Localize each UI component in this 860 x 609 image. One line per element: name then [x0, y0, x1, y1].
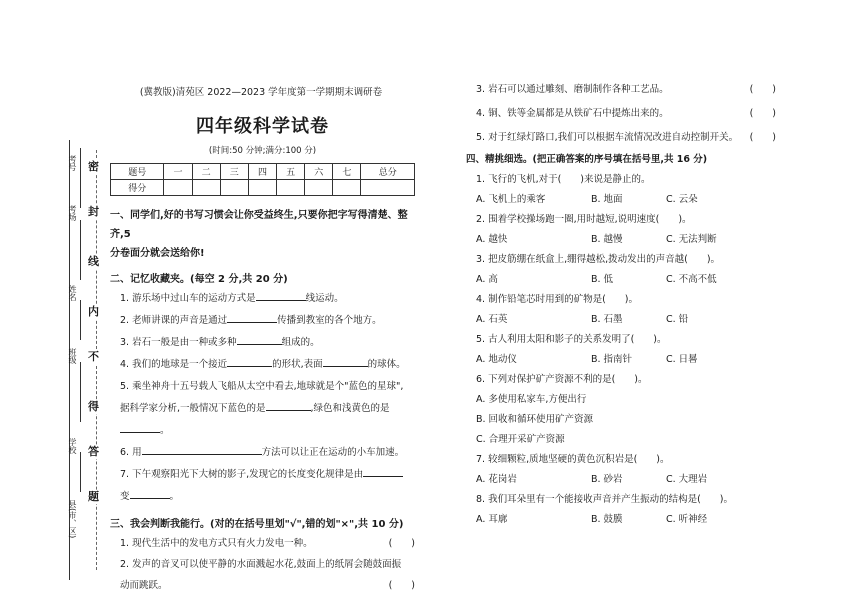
question-text: 的球体。: [367, 359, 406, 370]
score-cell[interactable]: [192, 180, 220, 196]
multiple-choice-list: [466, 170, 776, 370]
question-text: 3. 岩石一般是由一种或多种: [120, 337, 237, 348]
table-cell: 三: [220, 164, 248, 180]
option-b[interactable]: B. 鼓膜: [591, 514, 623, 525]
option-c[interactable]: C. 大理岩: [666, 474, 708, 485]
answer-blank[interactable]: [237, 332, 282, 345]
question-3-2: [110, 554, 415, 596]
answer-paren[interactable]: ( ): [749, 132, 776, 143]
option-b[interactable]: B. 指南针: [591, 354, 633, 365]
table-cell: 一: [164, 164, 192, 180]
field-line[interactable]: [80, 220, 81, 280]
question-2-4: [110, 354, 415, 376]
score-cell[interactable]: [305, 180, 333, 196]
options-row: [466, 270, 776, 290]
table-cell: 题号: [111, 164, 164, 180]
mc-question: [466, 290, 776, 330]
score-cell[interactable]: [248, 180, 276, 196]
question-text: 7. 较细颗粒,质地坚硬的黄色沉积岩是( )。: [476, 454, 670, 465]
answer-paren[interactable]: ( ): [749, 108, 776, 119]
question-text: 据科学家分析,一般情况下蓝色的是: [120, 403, 266, 414]
score-cell[interactable]: [164, 180, 192, 196]
section-1-text: 分卷面分就会送给你!: [110, 248, 205, 259]
options-row: [466, 230, 776, 250]
left-column: [110, 84, 415, 596]
question-text: 5. 乘坐神舟十五号载人飞船从太空中看去,地球就是个"蓝色的星球",: [120, 381, 404, 392]
question-text: 6. 用: [120, 447, 142, 458]
seal-char: 题: [88, 490, 99, 503]
score-cell[interactable]: [277, 180, 305, 196]
question-text: 2. 发声的音叉可以使平静的水面溅起水花,鼓面上的纸屑会随鼓面振: [120, 559, 402, 570]
question-text: 传播到教室的各个地方。: [277, 315, 382, 326]
section-2-heading: 二、记忆收藏夹。(每空 2 分,共 20 分): [110, 274, 288, 285]
question-2-6: [110, 442, 415, 464]
option-a[interactable]: A. 花岗岩: [476, 474, 517, 485]
question-text: 。: [160, 425, 170, 436]
field-label-exam-no: 考号: [68, 155, 77, 171]
mc-question-6: [466, 370, 776, 450]
score-table-score-row: [111, 180, 415, 196]
section-1: [110, 206, 415, 263]
field-label-county: 县(市、区): [68, 500, 77, 539]
section-1-text: 一、同学们,好的书写习惯会让你受益终生,只要你把字写得清楚、整齐,5: [110, 210, 408, 240]
table-cell: 五: [277, 164, 305, 180]
question-text: ,绿色和浅黄色的是: [310, 403, 390, 414]
table-cell: 得分: [111, 180, 164, 196]
table-cell: 总分: [361, 164, 415, 180]
field-label-class: 班级: [68, 348, 77, 364]
option-a[interactable]: A. 越快: [476, 234, 508, 245]
section-4-heading: 四、精挑细选。(把正确答案的序号填在括号里,共 16 分): [466, 154, 708, 165]
option-b[interactable]: B. 低: [591, 274, 614, 285]
question-3-3: [466, 80, 776, 100]
question-text: 5. 对于红绿灯路口,我们可以根据车流情况改进自动控制开关。: [476, 132, 739, 143]
option-a[interactable]: A. 地动仪: [476, 354, 517, 365]
table-cell: 二: [192, 164, 220, 180]
question-text: 组成的。: [281, 337, 320, 348]
seal-char: 答: [88, 445, 99, 458]
question-text: 2. 围着学校操场跑一圈,用时越短,说明速度( )。: [476, 214, 692, 225]
option-a[interactable]: A. 石英: [476, 314, 508, 325]
section-2: [110, 271, 415, 508]
question-text: 6. 下列对保护矿产资源不利的是( )。: [476, 374, 648, 385]
question-3-1: [110, 533, 415, 554]
option-b[interactable]: B. 回收和循环使用矿产资源: [476, 414, 594, 425]
table-cell: 六: [305, 164, 333, 180]
answer-blank[interactable]: [227, 354, 272, 367]
option-a[interactable]: A. 高: [476, 274, 498, 285]
score-cell[interactable]: [333, 180, 361, 196]
options-row: [466, 470, 776, 490]
answer-blank[interactable]: [323, 354, 368, 367]
answer-blank[interactable]: [227, 310, 277, 323]
score-table-header-row: [111, 164, 415, 180]
mc-question: [466, 490, 776, 530]
table-cell: 七: [333, 164, 361, 180]
question-text: 1. 飞行的飞机,对于( )来说是静止的。: [476, 174, 651, 185]
question-text: 2. 老师讲课的声音是通过: [120, 315, 228, 326]
option-c[interactable]: C. 日晷: [666, 354, 698, 365]
answer-paren[interactable]: ( ): [388, 538, 415, 549]
options-row: [466, 510, 776, 530]
question-text: 3. 岩石可以通过雕刻、磨制制作各种工艺品。: [476, 84, 669, 95]
exam-title: 四年级科学试卷: [196, 116, 329, 137]
answer-blank[interactable]: [142, 442, 262, 455]
field-label-school: 学校: [68, 438, 77, 454]
field-label-name: 姓名: [68, 285, 77, 301]
question-text: 线运动。: [305, 293, 344, 304]
question-text: 的形状,表面: [272, 359, 323, 370]
table-cell: 四: [248, 164, 276, 180]
question-text: 4. 制作铅笔芯时用到的矿物是( )。: [476, 294, 638, 305]
mc-question: [466, 210, 776, 250]
question-text: 1. 现代生活中的发电方式只有火力发电一种。: [120, 538, 313, 549]
field-line[interactable]: [80, 452, 81, 492]
question-text: 4. 铜、铁等金属都是从铁矿石中提炼出来的。: [476, 108, 669, 119]
question-2-7: [110, 464, 415, 508]
exam-subtitle: (时间:50 分钟;满分:100 分): [208, 146, 317, 156]
answer-blank[interactable]: [256, 288, 306, 301]
option-c[interactable]: C. 听神经: [666, 514, 708, 525]
answer-blank[interactable]: [120, 420, 160, 433]
seal-char: 得: [88, 400, 99, 413]
option-c[interactable]: C. 无法判断: [666, 234, 717, 245]
option-c[interactable]: C. 铅: [666, 314, 689, 325]
section-3-heading: 三、我会判断我能行。(对的在括号里划"√",错的划"×",共 10 分): [110, 519, 404, 530]
option-b[interactable]: B. 石墨: [591, 314, 623, 325]
question-3-4: [466, 104, 776, 124]
seal-char: 封: [88, 205, 99, 218]
answer-paren[interactable]: ( ): [749, 84, 776, 95]
question-text: 方法可以让正在运动的小车加速。: [261, 447, 405, 458]
section-3: [110, 516, 415, 596]
right-column: [466, 80, 776, 530]
question-2-5: [110, 376, 415, 442]
score-table: [110, 163, 415, 196]
question-text: 4. 我们的地球是一个接近: [120, 359, 228, 370]
option-a[interactable]: A. 飞机上的乘客: [476, 194, 546, 205]
field-line[interactable]: [80, 362, 81, 422]
multiple-choice-list-2: [466, 450, 776, 530]
option-c[interactable]: C. 不高不低: [666, 274, 717, 285]
option-a[interactable]: A. 多使用私家车,方便出行: [476, 394, 587, 405]
mc-question: [466, 250, 776, 290]
question-text: 动而跳跃。: [120, 580, 168, 591]
seal-char: 线: [88, 255, 99, 268]
question-text: 3. 把皮筋绷在纸盒上,绷得越松,拨动发出的声音越( )。: [476, 254, 721, 265]
seal-char: 内: [88, 305, 99, 318]
field-line[interactable]: [80, 148, 81, 208]
seal-char: 密: [88, 160, 99, 173]
options-row: [466, 310, 776, 330]
mc-question: [466, 450, 776, 490]
options-row: [466, 190, 776, 210]
option-b[interactable]: B. 越慢: [591, 234, 623, 245]
answer-blank[interactable]: [266, 398, 311, 411]
question-2-3: [110, 332, 415, 354]
question-2-2: [110, 310, 415, 332]
option-b[interactable]: B. 地面: [591, 194, 623, 205]
seal-char: 不: [88, 350, 99, 363]
field-line[interactable]: [80, 300, 81, 340]
question-text: 5. 古人利用太阳和影子的关系发明了( )。: [476, 334, 667, 345]
question-text: 8. 我们耳朵里有一个能接收声音并产生振动的结构是( )。: [476, 494, 733, 505]
field-label-exam-room: 考场: [68, 205, 77, 221]
question-2-1: [110, 288, 415, 310]
question-text: 变: [120, 491, 130, 502]
exam-header: (冀教版)清苑区 2022—2023 学年度第一学期期末调研卷: [139, 87, 383, 98]
option-a[interactable]: A. 耳廓: [476, 514, 508, 525]
question-text: 1. 游乐场中过山车的运动方式是: [120, 293, 256, 304]
options-row: [466, 350, 776, 370]
option-b[interactable]: B. 砂岩: [591, 474, 623, 485]
mc-question: [466, 330, 776, 370]
question-text: 。: [169, 491, 180, 502]
question-3-5: [466, 128, 776, 148]
answer-blank[interactable]: [363, 464, 403, 477]
answer-blank[interactable]: [130, 486, 170, 499]
score-cell[interactable]: [361, 180, 415, 196]
answer-paren[interactable]: ( ): [388, 580, 415, 591]
question-text: 7. 下午观察阳光下大树的影子,发现它的长度变化规律是由: [120, 469, 364, 480]
option-c[interactable]: C. 云朵: [666, 194, 698, 205]
score-cell[interactable]: [220, 180, 248, 196]
option-c[interactable]: C. 合理开采矿产资源: [476, 434, 565, 445]
mc-question: [466, 170, 776, 210]
